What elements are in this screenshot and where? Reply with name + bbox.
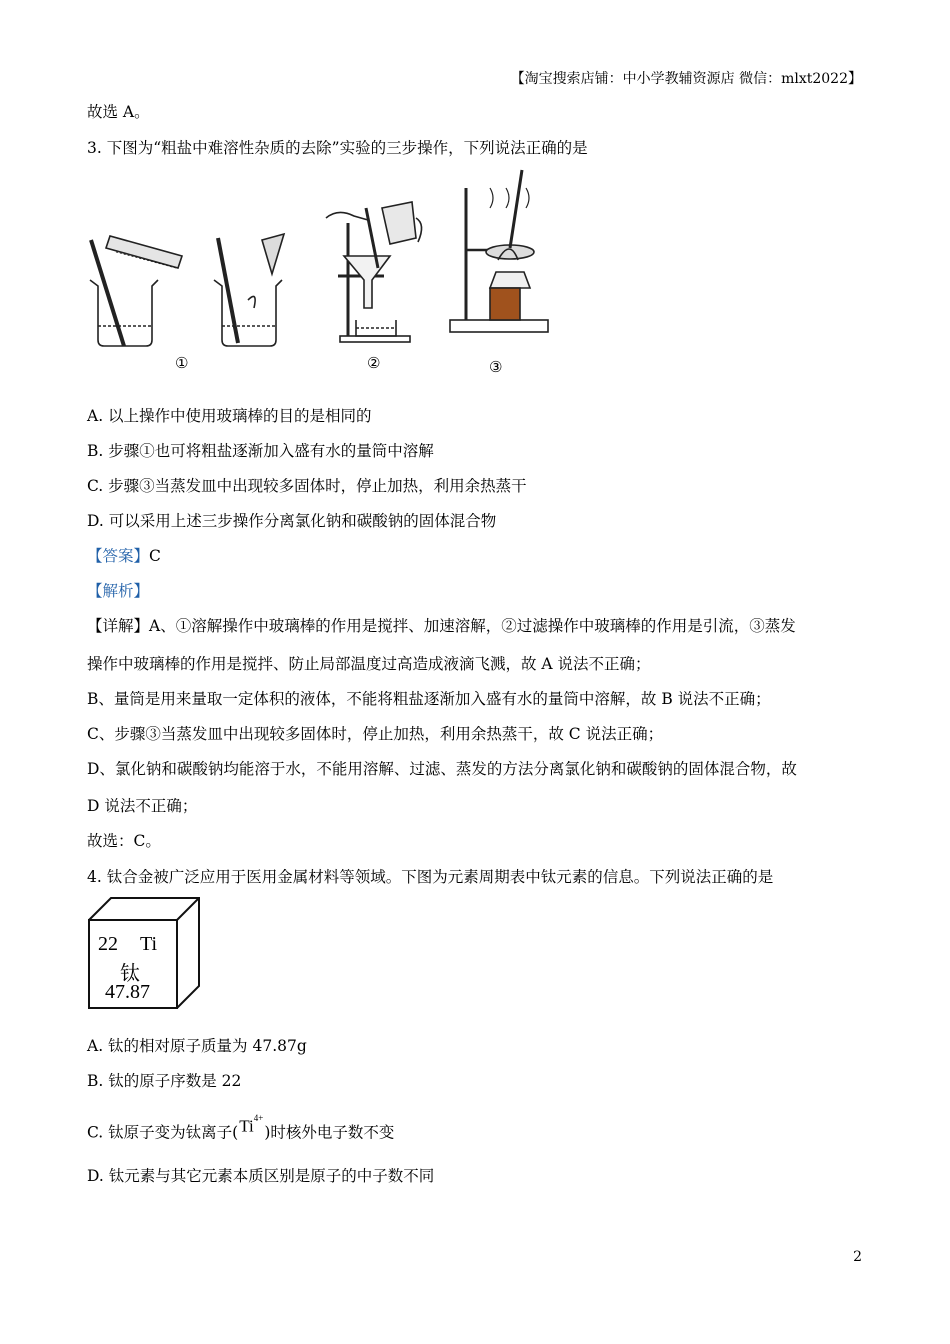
detail-line-5: D、氯化钠和碳酸钠均能溶于水，不能用溶解、过滤、蒸发的方法分离氯化钠和碳酸钠的固体混合物，故 (87, 760, 797, 778)
q4-option-c-after: )时核外电子数不变 (264, 1123, 395, 1142)
detail-line-1 (87, 616, 796, 636)
ion-charge: 4+ (253, 1113, 264, 1123)
figure-label-3: ③ (489, 358, 503, 376)
page-number: 2 (853, 1249, 862, 1265)
answer-tag: 【答案】 (87, 547, 150, 565)
titanium-ion-formula (239, 1112, 263, 1137)
q3-answer (87, 546, 161, 566)
question-4-stem: 4. 钛合金被广泛应用于医用金属材料等领域。下图为元素周期表中钛元素的信息。下列说法正确的是 (87, 868, 774, 886)
lab-operations-illustration (86, 168, 566, 383)
detail-line-4: C、步骤③当蒸发皿中出现较多固体时，停止加热，利用余热蒸干，故 C 说法正确； (87, 725, 664, 743)
q4-option-b: B. 钛的原子序数是 22 (87, 1072, 242, 1090)
detail-line-7: 故选：C。 (87, 832, 161, 850)
detail-tag: 【详解】 (87, 617, 150, 635)
previous-answer: 故选 A。 (87, 103, 150, 121)
element-name: 钛 (120, 961, 140, 985)
atomic-mass: 47.87 (105, 981, 150, 1003)
analysis-tag: 【解析】 (87, 582, 150, 600)
lab-operations-figure (86, 168, 566, 383)
q4-option-d: D. 钛元素与其它元素本质区别是原子的中子数不同 (87, 1167, 435, 1185)
atomic-number: 22 (98, 933, 118, 955)
detail-line-6: D 说法不正确； (87, 797, 198, 815)
q3-option-a: A. 以上操作中使用玻璃棒的目的是相同的 (87, 407, 372, 425)
detail-line-3: B、量筒是用来量取一定体积的液体，不能将粗盐逐渐加入盛有水的量筒中溶解，故 B 说法不正确； (87, 690, 771, 708)
question-3-stem: 3. 下图为“粗盐中难溶性杂质的去除”实验的三步操作，下列说法正确的是 (87, 139, 588, 157)
detail-line-2: 操作中玻璃棒的作用是搅拌、防止局部温度过高造成液滴飞溅，故 A 说法不正确； (87, 655, 651, 673)
figure-label-2: ② (367, 354, 381, 372)
answer-value: C (149, 547, 161, 565)
element-symbol: Ti (140, 933, 158, 955)
figure-label-1: ① (175, 354, 189, 372)
q3-option-c: C. 步骤③当蒸发皿中出现较多固体时，停止加热，利用余热蒸干 (87, 477, 527, 495)
q3-option-d: D. 可以采用上述三步操作分离氯化钠和碳酸钠的固体混合物 (87, 512, 497, 530)
q3-option-b: B. 步骤①也可将粗盐逐渐加入盛有水的量筒中溶解 (87, 442, 434, 460)
q4-option-c (87, 1113, 395, 1143)
page-header: 【淘宝搜索店铺：中小学教辅资源店 微信：mlxt2022】 (510, 71, 862, 87)
q4-option-c-before: C. 钛原子变为钛离子( (87, 1123, 239, 1142)
ion-symbol: Ti (239, 1116, 254, 1136)
titanium-element-cell (88, 897, 200, 1009)
detail-line-1-text: A、①溶解操作中玻璃棒的作用是搅拌、加速溶解，②过滤操作中玻璃棒的作用是引流，③蒸发 (149, 617, 796, 635)
q4-option-a: A. 钛的相对原子质量为 47.87g (87, 1037, 307, 1055)
